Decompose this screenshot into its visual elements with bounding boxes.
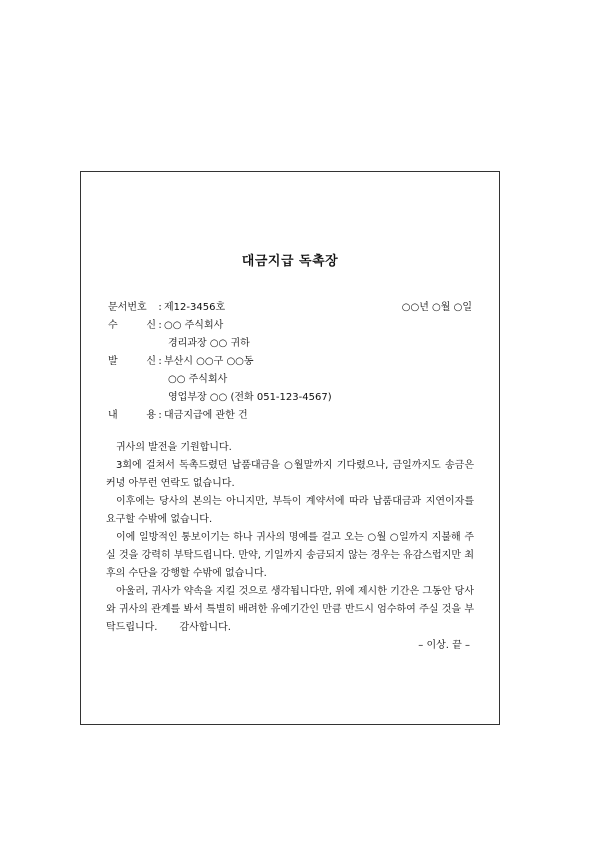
body-paragraph-request bbox=[106, 583, 474, 637]
recipient-label: 수 신 bbox=[108, 320, 156, 331]
document-body bbox=[106, 439, 474, 655]
document-date: ○○년 ○월 ○일 bbox=[401, 302, 472, 313]
sender-company-row bbox=[108, 371, 472, 389]
body-paragraph-reminder: 3회에 걸쳐서 독촉드렸던 납품대금을 ○월말까지 기다렸으나, 금일까지도 송금은커녕 아무런 연락도 없습니다. bbox=[106, 460, 474, 489]
subject-row: 내 용 : 대금지급에 관한 건 bbox=[108, 407, 472, 425]
body-paragraph-interest: 이후에는 당사의 본의는 아니지만, 부득이 계약서에 따라 납품대금과 지연이자를 요구할 수밖에 없습니다. bbox=[106, 496, 474, 525]
sender-person: 영업부장 ○○ (전화 051-123-4567) bbox=[168, 392, 332, 403]
body-paragraph-demand: 이에 일방적인 통보이기는 하나 귀사의 명예를 걸고 오는 ○월 ○일까지 지불해 주실 것을 강력히 부탁드립니다. 만약, 기일까지 송금되지 않는 경우는 유감스럽지만 최후의 수단을 강행할 수밖에 없습니다. bbox=[106, 532, 474, 579]
subject-label: 내 용 bbox=[108, 410, 156, 421]
subject-value: 대금지급에 관한 건 bbox=[164, 410, 248, 421]
sender-company: ○○ 주식회사 bbox=[168, 374, 228, 385]
sender-person-row bbox=[108, 389, 472, 407]
thanks-text: 감사합니다. bbox=[179, 622, 231, 633]
recipient-row: 수 신 : ○○ 주식회사 bbox=[108, 317, 472, 335]
sender-label: 발 신 bbox=[108, 356, 156, 367]
body-paragraph-greeting: 귀사의 발전을 기원합니다. bbox=[116, 442, 232, 453]
document-title: 대금지급 독촉장 bbox=[241, 254, 339, 269]
sender-address: 부산시 ○○구 ○○동 bbox=[164, 356, 254, 367]
recipient-company: ○○ 주식회사 bbox=[164, 320, 224, 331]
closing-mark: – 이상. 끝 – bbox=[418, 640, 470, 651]
recipient-person-row bbox=[108, 335, 472, 353]
sender-row: 발 신 : 부산시 ○○구 ○○동 bbox=[108, 353, 472, 371]
document-header bbox=[108, 299, 472, 425]
recipient-person: 경리과장 ○○ 귀하 bbox=[168, 338, 250, 349]
request-text: 아울러, 귀사가 약속을 지킬 것으로 생각됩니다만, 위에 제시한 기간은 그동안 당사와 귀사의 관계를 봐서 특별히 배려한 유예기간인 만큼 반드시 엄수하여 주실 것을 부탁드립니다. bbox=[106, 586, 474, 633]
doc-number-row: 문서번호 : 제12-3456호 ○○년 ○월 ○일 bbox=[108, 299, 472, 317]
doc-number-label: 문서번호 bbox=[108, 302, 147, 313]
document-frame bbox=[80, 171, 500, 725]
doc-number-value: 제12-3456호 bbox=[164, 302, 226, 313]
